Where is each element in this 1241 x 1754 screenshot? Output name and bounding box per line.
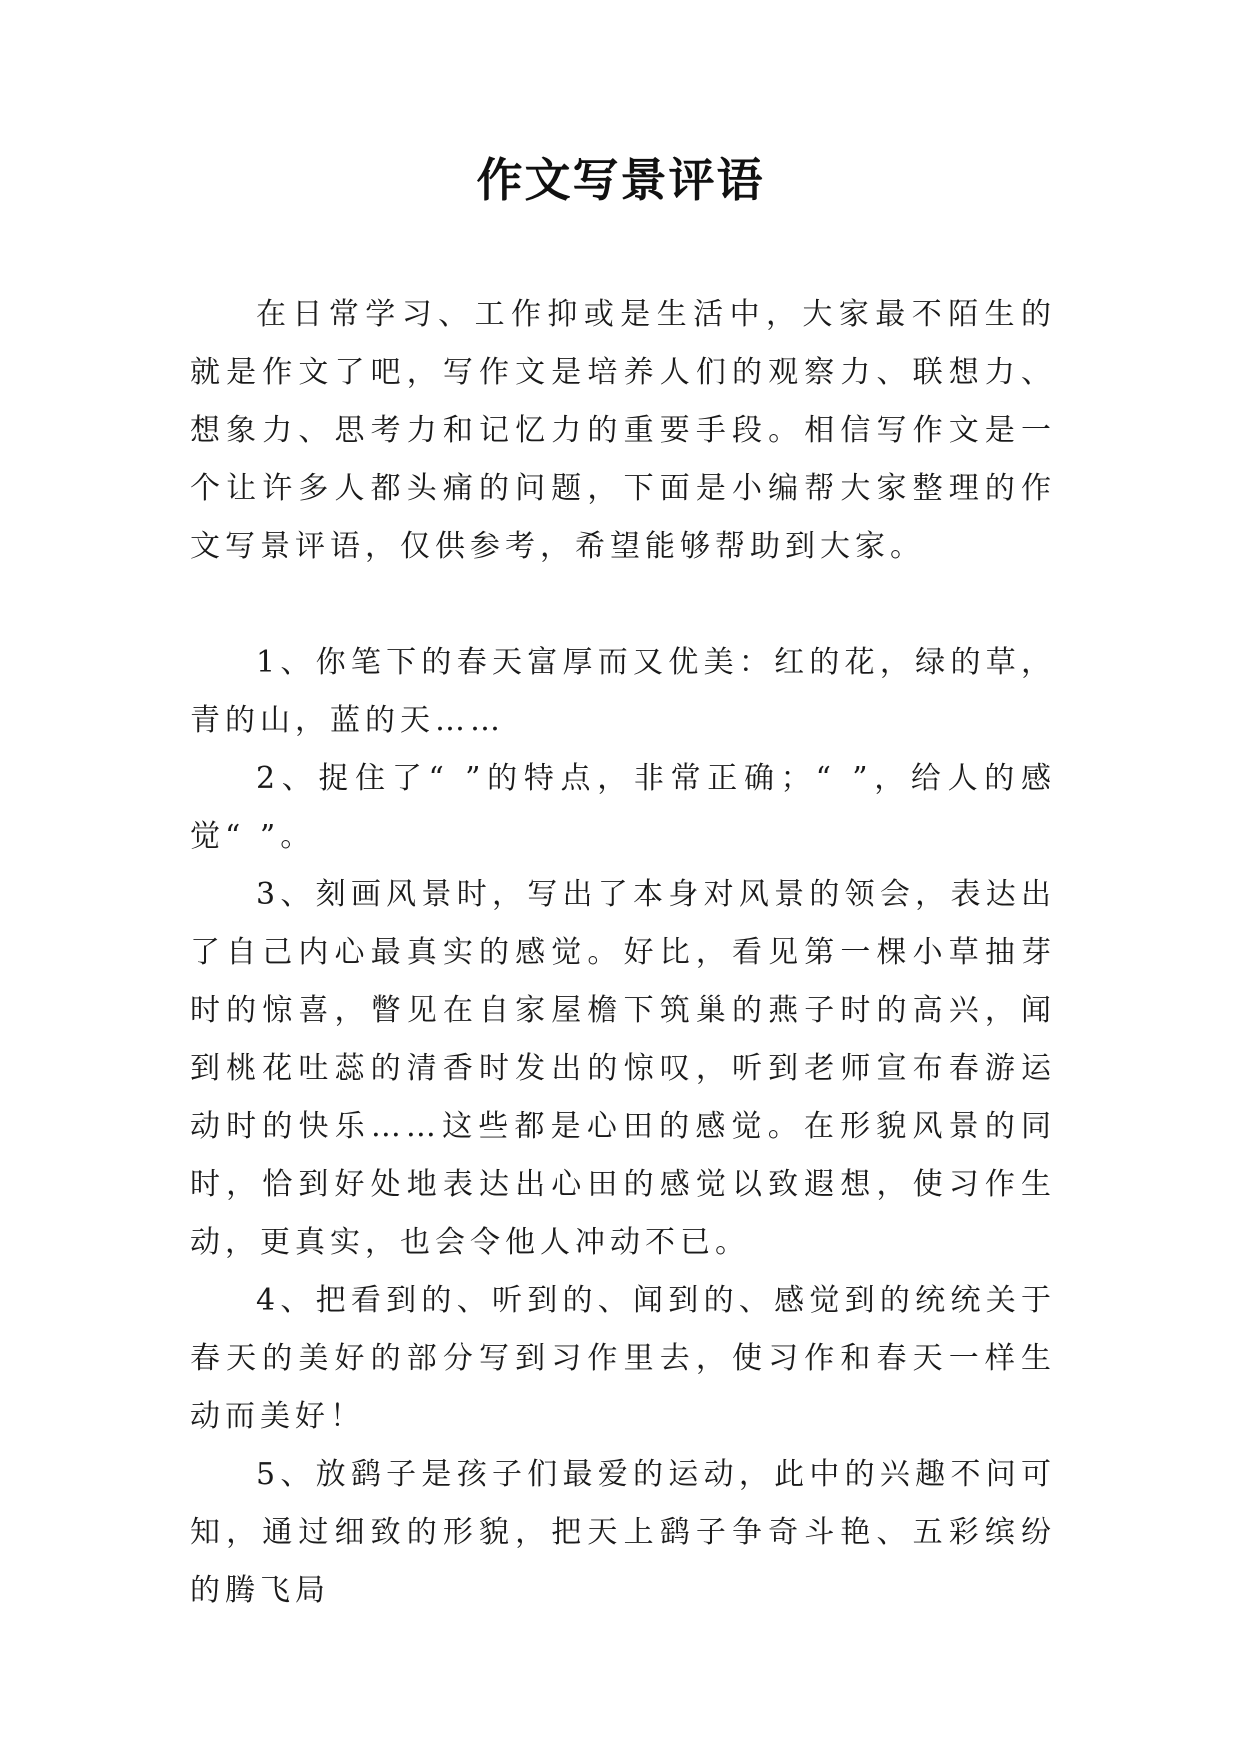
comment-item-5: 5、放鹞子是孩子们最爱的运动，此中的兴趣不问可知，通过细致的形貌，把天上鹞子争奇斗艳、五彩缤纷的腾飞局 bbox=[190, 1457, 1056, 1608]
comment-item-2: 2、捉住了“ ”的特点，非常正确；“ ”，给人的感觉“ ”。 bbox=[190, 761, 1056, 854]
comment-item-4: 4、把看到的、听到的、闻到的、感觉到的统统关于春天的美好的部分写到习作里去，使习作和春天一样生动而美好！ bbox=[190, 1283, 1056, 1434]
paragraph-spacer bbox=[190, 576, 1056, 634]
intro-paragraph: 在日常学习、工作抑或是生活中，大家最不陌生的就是作文了吧，写作文是培养人们的观察力、联想力、想象力、思考力和记忆力的重要手段。相信写作文是一个让许多人都头痛的问题，下面是小编帮大家整理的作文写景评语，仅供参考，希望能够帮助到大家。 bbox=[190, 297, 1056, 564]
comment-item-1: 1、你笔下的春天富厚而又优美：红的花，绿的草，青的山，蓝的天…… bbox=[190, 645, 1056, 738]
document-title: 作文写景评语 bbox=[476, 153, 765, 207]
document-body bbox=[190, 286, 1056, 1620]
comment-item-3: 3、刻画风景时，写出了本身对风景的领会，表达出了自己内心最真实的感觉。好比，看见第一棵小草抽芽时的惊喜，瞥见在自家屋檐下筑巢的燕子时的高兴，闻到桃花吐蕊的清香时发出的惊叹，听到老师宣布春游运动时的快乐……这些都是心田的感觉。在形貌风景的同时，恰到好处地表达出心田的感觉以致遐想，使习作生动，更真实，也会令他人冲动不已。 bbox=[190, 877, 1056, 1260]
